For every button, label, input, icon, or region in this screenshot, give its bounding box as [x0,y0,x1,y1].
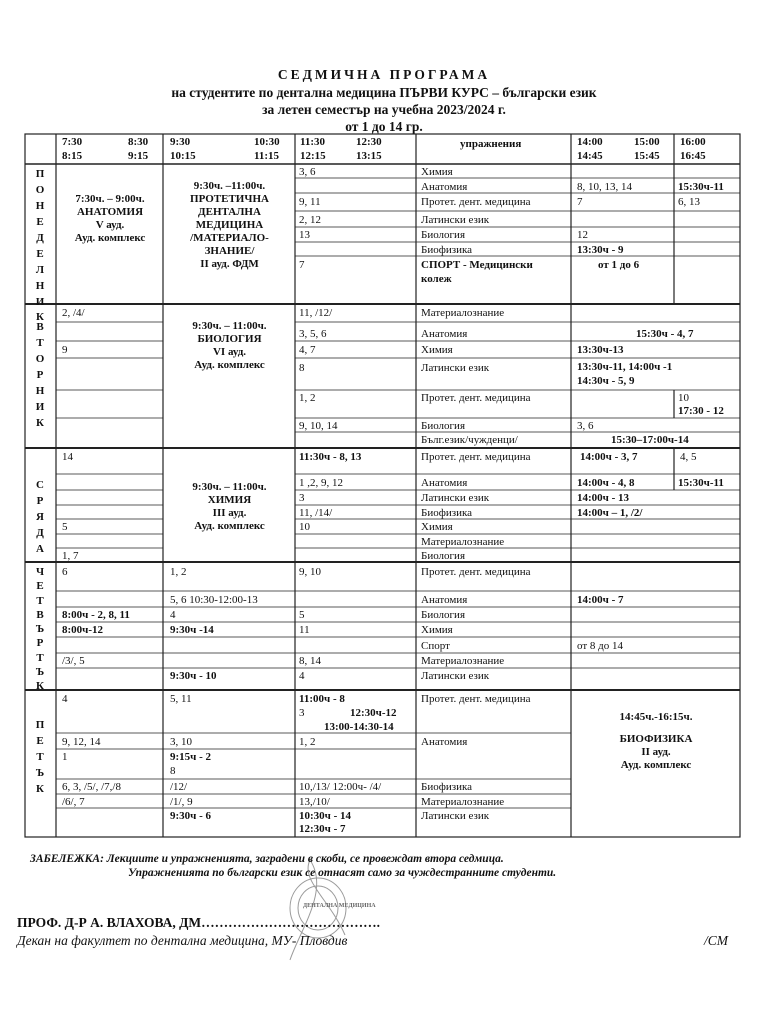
wed-g5-r2: 14:00ч - 4, 8 [577,477,635,489]
tue-g3-r4: 8 [299,362,305,374]
thu-subj-1: Протет. дент. медицина [421,566,531,578]
thu-g2-r2: 5, 6 10:30-12:00-13 [170,594,258,606]
tue-subj-7: Бълг.език/чужденци/ [421,434,518,446]
wed-g3-r3: 3 [299,492,305,504]
col3-start2: 12:30 [356,136,382,148]
col3-end2: 13:15 [356,150,382,162]
tue-subj-5: Протет. дент. медицина [421,392,531,404]
mon-g5-r5: 12 [577,229,588,241]
col1-start2: 8:30 [128,136,149,148]
tue-g56-r2: 15:30ч - 4, 7 [636,328,694,340]
thu-subj-3: Биология [421,609,466,621]
thu-g1-r6: /3/, 5 [62,655,85,667]
col6-end: 16:45 [680,150,706,162]
tue-g5-r6: 3, 6 [577,420,594,432]
wed-g3-r5: 10 [299,521,310,533]
tue-subj-6: Биология [421,420,466,432]
fri-g1-r2: 9, 12, 14 [62,736,101,748]
mon-subj-6: Биофизика [421,244,473,256]
fri-g3-r1: 11:00ч - 8 [299,693,345,705]
wed-g1-r1: 14 [62,451,73,463]
tue-g5-r3: 13:30ч-13 [577,344,624,356]
day-thursday: ЧЕТВЪРТЪК [35,566,45,693]
mon-subj-3: Протет. дент. медицина [421,196,531,208]
tue-subj-3: Химия [421,344,453,356]
wed-g1-r7: 1, 7 [62,550,79,562]
tue-subj-1: Материалознание [421,307,505,319]
day-monday: ПОНЕДЕЛНИК [35,168,45,324]
wed-g5-r3: 14:00ч - 13 [577,492,630,504]
wed-subj-2: Анатомия [421,477,468,489]
fri-g2-r1: 5, 11 [170,693,192,705]
thu-g1-r3: 8:00ч - 2, 8, 11 [62,609,130,621]
mon-g5-r2: 8, 10, 13, 14 [577,181,632,193]
wed-g5-r1: 14:00ч - 3, 7 [580,451,638,463]
thu-g2-r3: 4 [170,609,176,621]
thu-g2-r4: 9:30ч -14 [170,624,214,636]
col4-header: упражнения [460,138,522,150]
thu-g3-r1: 9, 10 [299,566,321,578]
thu-subj-6: Материалознание [421,655,505,667]
tue-g3-r2: 3, 5, 6 [299,328,327,340]
col5-end: 14:45 [577,150,603,162]
thu-g2-r7: 9:30ч - 10 [170,670,217,682]
col2-start2: 10:30 [254,136,280,148]
fri-subj-5: Латински език [421,810,490,822]
thu-subj-5: Спорт [421,640,450,652]
wed-subj-1: Протет. дент. медицина [421,451,531,463]
col6-start: 16:00 [680,136,706,148]
thu-g3-r6: 8, 14 [299,655,321,667]
fri-g3-r2: 1, 2 [299,736,316,748]
fri-subj-4: Материалознание [421,796,505,808]
mon-g3-r1: 3, 6 [299,166,316,178]
fri-g1-r3: 1 [62,751,68,763]
tue-subj-2: Анатомия [421,328,468,340]
fri-g1-r5: /6/, 7 [62,796,85,808]
lecture-tue-biology: 9:30ч. – 11:00ч. БИОЛОГИЯ VI ауд. Ауд. комплекс [192,320,267,371]
wed-subj-3: Латински език [421,492,490,504]
col2-start: 9:30 [170,136,191,148]
signatory-role: Декан на факултет по дентална медицина, МУ- Пловдив [17,933,348,948]
subtitle-line-2: за летен семестър на учебна 2023/2024 г. [262,102,506,117]
fri-g3-r1c: 12:30ч-12 [350,707,397,719]
mon-g3-r7: 7 [299,259,305,271]
fri-g2-r6: 9:30ч - 6 [170,810,212,822]
preparer-initials: /СМ [704,933,729,948]
wed-g6-r2: 15:30ч-11 [678,477,724,489]
col2-end2: 11:15 [254,150,280,162]
thu-g2-r1: 1, 2 [170,566,187,578]
mon-subj-7: СПОРТ - Медицински [421,259,533,271]
fri-g3-r1d: 13:00-14:30-14 [324,721,394,733]
mon-g3-r4: 2, 12 [299,214,321,226]
fri-g2-r4: /12/ [170,781,188,793]
mon-subj-7b: колеж [421,273,452,285]
fri-g3-r5: 13,/10/ [299,796,330,808]
col1-end2: 9:15 [128,150,149,162]
note-line-1: ЗАБЕЛЕЖКА: Лекциите и упражненията, заградени в скоби, се провеждат втора седмица. [30,853,504,865]
mon-g5-r6: 13:30ч - 9 [577,244,624,256]
mon-g5-r7: от 1 до 6 [598,259,640,271]
tue-subj-4: Латински език [421,362,490,374]
wed-subj-7: Биология [421,550,466,562]
tue-g3-r5: 1, 2 [299,392,316,404]
col5-start2: 15:00 [634,136,660,148]
mon-subj-5: Биология [421,229,466,241]
fri-g2-r2: 3, 10 [170,736,192,748]
page-title: СЕДМИЧНА ПРОГРАМА [277,67,491,82]
thu-g1-r1: 6 [62,566,68,578]
tue-g3-r1: 11, /12/ [299,307,333,319]
day-friday: ПЕТЪК [35,719,45,795]
fri-g3-r6: 10:30ч - 14 [299,810,352,822]
col3-start: 11:30 [300,136,326,148]
col1-start: 7:30 [62,136,83,148]
fri-g3-r6b: 12:30ч - 7 [299,823,346,835]
wed-g6-r1: 4, 5 [680,451,697,463]
lecture-mon-prosthetic: 9:30ч. –11:00ч. ПРОТЕТИЧНА ДЕНТАЛНА МЕДИЦИНА /МАТЕРИАЛО- ЗНАНИЕ/ II ауд. ФДМ [190,180,269,270]
mon-g3-r5: 13 [299,229,310,241]
thu-subj-4: Химия [421,624,453,636]
day-tuesday: ВТОРНИК [35,321,45,429]
wed-g5-r4: 14:00ч – 1, /2/ [577,507,643,519]
wed-subj-6: Материалознание [421,536,505,548]
tue-g1-r3: 9 [62,344,68,356]
col5-start: 14:00 [577,136,603,148]
tue-g3-r3: 4, 7 [299,344,316,356]
wed-g3-r1: 11:30ч - 8, 13 [299,451,362,463]
fri-g1-r4: 6, 3, /5/, /7,/8 [62,781,121,793]
fri-g3-r4: 10,/13/ 12:00ч- /4/ [299,781,382,793]
mon-g3-r3: 9, 11 [299,196,321,208]
day-wednesday: СРЯДА [36,479,44,555]
thu-subj-2: Анатомия [421,594,468,606]
subtitle-line-3: от 1 до 14 гр. [345,119,423,134]
wed-subj-5: Химия [421,521,453,533]
stamp-text: ДЕНТАЛНА МЕДИЦИНА [303,903,376,909]
signatory-name: ПРОФ. Д-Р А. ВЛАХОВА, ДМ…………………………………. [17,915,381,930]
thu-g3-r7: 4 [299,670,305,682]
thu-g5-r5: от 8 до 14 [577,640,624,652]
tue-g3-r6: 9, 10, 14 [299,420,338,432]
tue-g5-r4b: 14:30ч - 5, 9 [577,375,635,387]
mon-g5-r3: 7 [577,196,583,208]
mon-subj-4: Латински език [421,214,490,226]
note-line-2: Упражненията по български език се отнасят само за чуждестранните студенти. [128,867,557,879]
tue-g6-r5b: 17:30 - 12 [678,405,724,417]
fri-g1-r1: 4 [62,693,68,705]
thu-g5-r2: 14:00ч - 7 [577,594,624,606]
lecture-wed-chemistry: 9:30ч. – 11:00ч. ХИМИЯ III ауд. Ауд. комплекс [192,481,267,532]
tue-g56-r7: 15:30–17:00ч-14 [611,434,689,446]
tue-g1-r1: 2, /4/ [62,307,85,319]
thu-g1-r4: 8:00ч-12 [62,624,104,636]
tue-g6-r5: 10 [678,392,689,404]
mon-g6-r2: 15:30ч-11 [678,181,724,193]
fri-subj-1: Протет. дент. медицина [421,693,531,705]
thu-g3-r3: 5 [299,609,305,621]
thu-g3-r4: 11 [299,624,310,636]
lecture-fri-biophysics: 14:45ч.-16:15ч. БИОФИЗИКА II ауд. Ауд. комплекс [619,711,693,771]
lecture-mon-anatomy: 7:30ч. – 9:00ч. АНАТОМИЯ V ауд. Ауд. комплекс [74,193,146,244]
tue-g5-r4: 13:30ч-11, 14:00ч -1 [577,361,673,373]
subtitle-line-1: на студентите по дентална медицина ПЪРВИ КУРС – български език [171,85,597,100]
fri-g2-r5: /1/, 9 [170,796,193,808]
col5-end2: 15:45 [634,150,660,162]
fri-g3-r1b: 3 [299,707,305,719]
wed-g3-r4: 11, /14/ [299,507,333,519]
thu-subj-7: Латински език [421,670,490,682]
mon-g6-r3: 6, 13 [678,196,700,208]
col3-end: 12:15 [300,150,326,162]
fri-g2-r3: 9:15ч - 2 [170,751,212,763]
mon-subj-1: Химия [421,166,453,178]
wed-subj-4: Биофизика [421,507,473,519]
fri-g2-r3b: 8 [170,765,176,777]
col1-end: 8:15 [62,150,83,162]
wed-g3-r2: 1 ,2, 9, 12 [299,477,343,489]
mon-subj-2: Анатомия [421,181,468,193]
col2-end: 10:15 [170,150,196,162]
fri-subj-2: Анатомия [421,736,468,748]
fri-subj-3: Биофизика [421,781,473,793]
wed-g1-r5: 5 [62,521,68,533]
